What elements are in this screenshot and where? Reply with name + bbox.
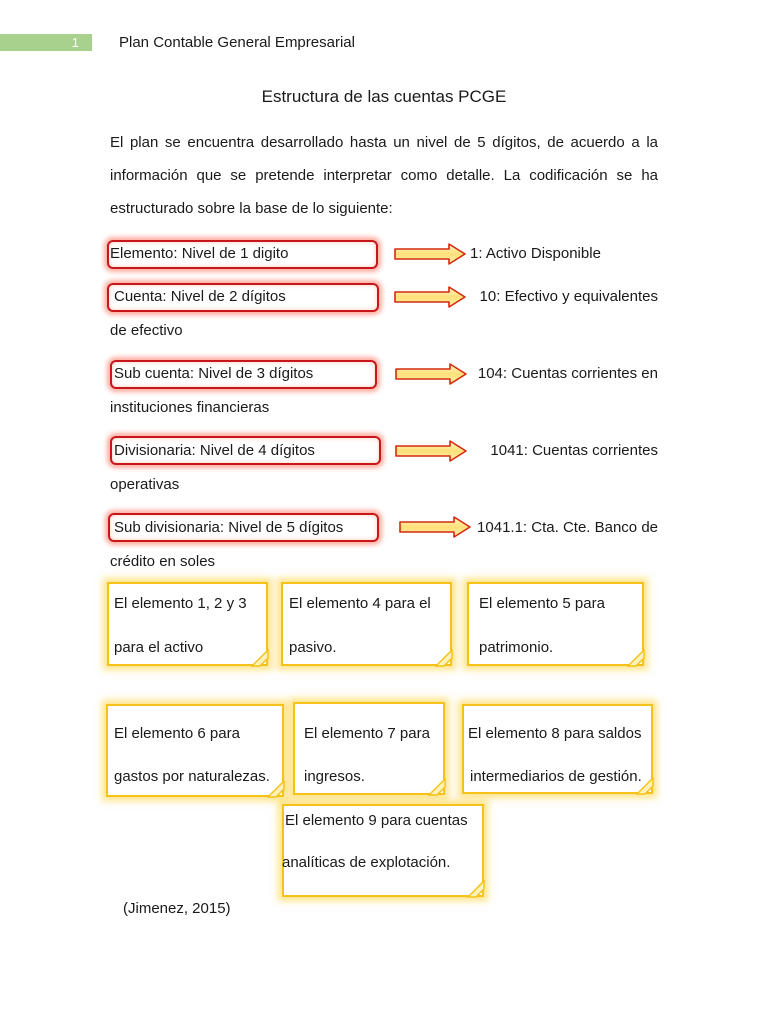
document-title: Plan Contable General Empresarial: [119, 34, 355, 51]
note-text-7b: analíticas de explotación.: [282, 854, 451, 871]
note-text-4a: El elemento 6 para: [114, 725, 240, 742]
citation: (Jimenez, 2015): [123, 900, 231, 917]
folded-corner-icon: [428, 778, 446, 796]
note-text-6b: intermediarios de gestión.: [470, 768, 642, 785]
arrow-right-icon: [393, 286, 467, 308]
note-text-3a: El elemento 5 para: [479, 595, 605, 612]
level-label-3: Sub cuenta: Nivel de 3 dígitos: [114, 365, 314, 382]
level-example-3: 104: Cuentas corrientes en: [477, 365, 658, 382]
note-text-1a: El elemento 1, 2 y 3: [114, 595, 247, 612]
page-number: 1: [0, 34, 92, 51]
folded-corner-icon: [627, 649, 645, 667]
level-label-4: Divisionaria: Nivel de 4 dígitos: [114, 442, 315, 459]
level-example-4: 1041: Cuentas corrientes: [490, 442, 658, 459]
folded-corner-icon: [435, 649, 453, 667]
arrow-right-icon: [394, 440, 468, 462]
note-text-7a: El elemento 9 para cuentas: [285, 812, 468, 829]
folded-corner-icon: [467, 880, 485, 898]
arrow-right-icon: [394, 363, 468, 385]
level-label-1: Elemento: Nivel de 1 digito: [110, 245, 289, 262]
level-label-2: Cuenta: Nivel de 2 dígitos: [114, 288, 286, 305]
level-label-5: Sub divisionaria: Nivel de 5 dígitos: [114, 519, 344, 536]
note-text-4b: gastos por naturalezas.: [114, 768, 270, 785]
note-text-2b: pasivo.: [289, 639, 337, 656]
note-text-6a: El elemento 8 para saldos: [468, 725, 642, 742]
level-continuation-5: crédito en soles: [110, 553, 216, 570]
arrow-right-icon: [393, 243, 467, 265]
level-continuation-4: operativas: [110, 476, 180, 493]
level-example-2: 10: Efectivo y equivalentes: [479, 288, 658, 305]
section-heading: Estructura de las cuentas PCGE: [261, 87, 507, 106]
note-text-5a: El elemento 7 para: [304, 725, 430, 742]
note-text-5b: ingresos.: [304, 768, 365, 785]
level-example-5: 1041.1: Cta. Cte. Banco de: [477, 519, 658, 536]
level-continuation-2: de efectivo: [110, 322, 183, 339]
level-example-1: 1: Activo Disponible: [470, 245, 601, 262]
note-text-1b: para el activo: [114, 639, 204, 656]
intro-paragraph: El plan se encuentra desarrollado hasta un nivel de 5 dígitos, de acuerdo a la información que se pretende interpretar como detalle. La codificación se ha estructurado sobre la base de lo siguiente:: [110, 134, 658, 217]
note-text-3b: patrimonio.: [479, 639, 554, 656]
level-continuation-3: instituciones financieras: [110, 399, 270, 416]
note-text-2a: El elemento 4 para el: [289, 595, 431, 612]
folded-corner-icon: [251, 649, 269, 667]
